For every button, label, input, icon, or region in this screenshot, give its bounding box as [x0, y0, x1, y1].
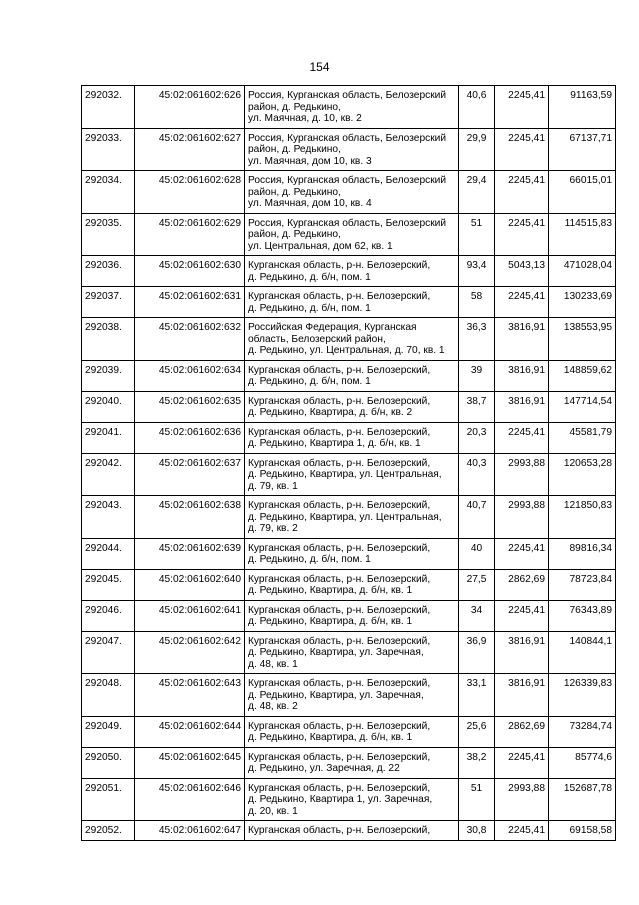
cadastral-value-cell: 138553,95 — [549, 318, 616, 361]
table-row — [82, 496, 616, 539]
address-line: Россия, Курганская область, Белозерский — [248, 132, 447, 144]
unit-price-cell: 2245,41 — [495, 600, 549, 631]
area-cell: 27,5 — [459, 569, 495, 600]
unit-price-cell: 5043,13 — [495, 256, 549, 287]
unit-price-cell: 2245,41 — [495, 422, 549, 453]
unit-price-cell: 2862,69 — [495, 716, 549, 747]
address-cell — [245, 391, 459, 422]
cadastral-value-cell: 152687,78 — [549, 778, 616, 821]
address-line: д. Редькино, Квартира, д. б/н, кв. 1 — [248, 585, 413, 596]
unit-price-cell: 3816,91 — [495, 391, 549, 422]
row-number-cell: 292035. — [82, 213, 135, 256]
cadastral-number-cell: 45:02:061602:642 — [135, 631, 245, 674]
address-line: Курганская область, р-н. Белозерский, — [248, 542, 431, 554]
address-line: ул. Маячная, д. 10, кв. 2 — [248, 113, 362, 124]
table-row — [82, 778, 616, 821]
cadastral-value-cell: 120653,28 — [549, 453, 616, 496]
unit-price-cell: 2245,41 — [495, 538, 549, 569]
address-line: д. Редькино, Квартира 1, ул. Заречная, — [248, 794, 433, 805]
area-cell: 33,1 — [459, 674, 495, 717]
address-line: д. Редькино, Квартира 1, д. б/н, кв. 1 — [248, 438, 421, 449]
address-line: район, д. Редькино, — [248, 144, 341, 155]
address-line: Курганская область, р-н. Белозерский, — [248, 825, 431, 836]
address-line: д. Редькино, Квартира, ул. Заречная, — [248, 647, 424, 658]
address-line: д. Редькино, ул. Заречная, д. 22 — [248, 763, 400, 774]
address-line: Курганская область, р-н. Белозерский, — [248, 678, 431, 689]
cadastral-number-cell: 45:02:061602:629 — [135, 213, 245, 256]
cadastral-number-cell: 45:02:061602:631 — [135, 287, 245, 318]
cadastral-number-cell: 45:02:061602:627 — [135, 128, 245, 171]
address-cell — [245, 600, 459, 631]
address-line: д. Редькино, Квартира, ул. Центральная, — [248, 511, 442, 523]
address-cell — [245, 496, 459, 539]
cadastral-number-cell: 45:02:061602:639 — [135, 538, 245, 569]
cadastral-value-cell: 73284,74 — [549, 716, 616, 747]
cadastral-number-cell: 45:02:061602:641 — [135, 600, 245, 631]
address-line: д. Редькино, д. б/н, пом. 1 — [248, 554, 371, 565]
table-row — [82, 128, 616, 171]
address-line: д. Редькино, ул. Центральная, д. 70, кв. 1 — [248, 345, 445, 356]
address-line: Россия, Курганская область, Белозерский — [248, 175, 447, 186]
cadastral-value-cell: 69158,58 — [549, 821, 616, 841]
address-line: д. Редькино, д. б/н, пом. 1 — [248, 376, 371, 387]
area-cell: 51 — [459, 778, 495, 821]
area-cell: 25,6 — [459, 716, 495, 747]
row-number-cell: 292036. — [82, 256, 135, 287]
address-line: Курганская область, р-н. Белозерский, — [248, 635, 431, 647]
cadastral-value-cell: 66015,01 — [549, 171, 616, 214]
address-line: д. Редькино, Квартира, ул. Центральная, — [248, 469, 442, 480]
address-line: д. Редькино, Квартира, д. б/н, кв. 1 — [248, 732, 413, 743]
registry-table — [81, 85, 616, 841]
cadastral-number-cell: 45:02:061602:636 — [135, 422, 245, 453]
address-line: район, д. Редькино, — [248, 229, 341, 240]
address-line: д. Редькино, д. б/н, пом. 1 — [248, 271, 371, 283]
cadastral-number-cell: 45:02:061602:637 — [135, 453, 245, 496]
address-line: Курганская область, р-н. Белозерский, — [248, 364, 431, 376]
row-number-cell: 292042. — [82, 453, 135, 496]
address-line: д. Редькино, Квартира, д. б/н, кв. 1 — [248, 616, 413, 627]
cadastral-value-cell: 89816,34 — [549, 538, 616, 569]
cadastral-number-cell: 45:02:061602:646 — [135, 778, 245, 821]
address-line: Курганская область, р-н. Белозерский, — [248, 426, 431, 438]
cadastral-number-cell: 45:02:061602:630 — [135, 256, 245, 287]
unit-price-cell: 2245,41 — [495, 171, 549, 214]
registry-table-body — [82, 86, 616, 841]
table-row — [82, 747, 616, 778]
unit-price-cell: 3816,91 — [495, 360, 549, 391]
area-cell: 40 — [459, 538, 495, 569]
row-number-cell: 292052. — [82, 821, 135, 841]
address-line: Курганская область, р-н. Белозерский, — [248, 782, 431, 794]
address-line: д. 48, кв. 2 — [248, 701, 298, 712]
address-cell — [245, 631, 459, 674]
cadastral-number-cell: 45:02:061602:632 — [135, 318, 245, 361]
cadastral-value-cell: 130233,69 — [549, 287, 616, 318]
address-line: Российская Федерация, Курганская — [248, 322, 417, 333]
area-cell: 29,4 — [459, 171, 495, 214]
address-line: д. Редькино, Квартира, ул. Заречная, — [248, 689, 424, 701]
address-line: д. 79, кв. 1 — [248, 480, 298, 492]
address-line: Курганская область, р-н. Белозерский, — [248, 260, 431, 271]
cadastral-value-cell: 140844,1 — [549, 631, 616, 674]
table-row — [82, 171, 616, 214]
unit-price-cell: 2245,41 — [495, 821, 549, 841]
cadastral-number-cell: 45:02:061602:643 — [135, 674, 245, 717]
cadastral-number-cell: 45:02:061602:628 — [135, 171, 245, 214]
address-cell — [245, 287, 459, 318]
unit-price-cell: 2245,41 — [495, 128, 549, 171]
address-cell — [245, 538, 459, 569]
unit-price-cell: 2993,88 — [495, 778, 549, 821]
table-row — [82, 360, 616, 391]
area-cell: 34 — [459, 600, 495, 631]
row-number-cell: 292034. — [82, 171, 135, 214]
table-row — [82, 287, 616, 318]
row-number-cell: 292048. — [82, 674, 135, 717]
unit-price-cell: 3816,91 — [495, 318, 549, 361]
area-cell: 58 — [459, 287, 495, 318]
unit-price-cell: 2993,88 — [495, 453, 549, 496]
table-row — [82, 821, 616, 841]
address-cell — [245, 716, 459, 747]
address-cell — [245, 569, 459, 600]
address-line: район, д. Редькино, — [248, 186, 341, 198]
address-line: д. 20, кв. 1 — [248, 805, 298, 817]
row-number-cell: 292032. — [82, 86, 135, 129]
area-cell: 40,6 — [459, 86, 495, 129]
address-line: д. 48, кв. 1 — [248, 658, 298, 670]
cadastral-value-cell: 78723,84 — [549, 569, 616, 600]
address-line: Россия, Курганская область, Белозерский — [248, 217, 447, 229]
table-row — [82, 422, 616, 453]
address-line: д. Редькино, д. б/н, пом. 1 — [248, 302, 371, 314]
page-number: 154 — [309, 60, 330, 74]
cadastral-number-cell: 45:02:061602:644 — [135, 716, 245, 747]
row-number-cell: 292046. — [82, 600, 135, 631]
address-line: область, Белозерский район, — [248, 333, 386, 345]
address-line: Курганская область, р-н. Белозерский, — [248, 457, 431, 469]
row-number-cell: 292050. — [82, 747, 135, 778]
table-row — [82, 391, 616, 422]
address-cell — [245, 318, 459, 361]
cadastral-value-cell: 126339,83 — [549, 674, 616, 717]
cadastral-value-cell: 76343,89 — [549, 600, 616, 631]
address-line: Курганская область, р-н. Белозерский, — [248, 573, 431, 585]
unit-price-cell: 2245,41 — [495, 86, 549, 129]
cadastral-value-cell: 148859,62 — [549, 360, 616, 391]
table-row — [82, 569, 616, 600]
row-number-cell: 292033. — [82, 128, 135, 171]
cadastral-value-cell: 471028,04 — [549, 256, 616, 287]
cadastral-value-cell: 147714,54 — [549, 391, 616, 422]
address-line: Курганская область, р-н. Белозерский, — [248, 291, 431, 302]
area-cell: 38,7 — [459, 391, 495, 422]
cadastral-value-cell: 85774,6 — [549, 747, 616, 778]
unit-price-cell: 2862,69 — [495, 569, 549, 600]
address-line: д. 79, кв. 2 — [248, 523, 298, 534]
row-number-cell: 292049. — [82, 716, 135, 747]
address-cell — [245, 360, 459, 391]
row-number-cell: 292043. — [82, 496, 135, 539]
address-line: Россия, Курганская область, Белозерский — [248, 90, 447, 101]
address-line: Курганская область, р-н. Белозерский, — [248, 500, 431, 511]
row-number-cell: 292045. — [82, 569, 135, 600]
cadastral-number-cell: 45:02:061602:647 — [135, 821, 245, 841]
unit-price-cell: 2245,41 — [495, 213, 549, 256]
cadastral-number-cell: 45:02:061602:626 — [135, 86, 245, 129]
table-row — [82, 453, 616, 496]
address-cell — [245, 171, 459, 214]
row-number-cell: 292041. — [82, 422, 135, 453]
address-line: Курганская область, р-н. Белозерский, — [248, 720, 431, 732]
row-number-cell: 292038. — [82, 318, 135, 361]
area-cell: 39 — [459, 360, 495, 391]
cadastral-number-cell: 45:02:061602:640 — [135, 569, 245, 600]
address-line: ул. Маячная, дом 10, кв. 4 — [248, 198, 372, 209]
address-line: ул. Центральная, дом 62, кв. 1 — [248, 240, 393, 252]
table-row — [82, 213, 616, 256]
row-number-cell: 292044. — [82, 538, 135, 569]
area-cell: 93,4 — [459, 256, 495, 287]
cadastral-number-cell: 45:02:061602:635 — [135, 391, 245, 422]
address-line: Курганская область, р-н. Белозерский, — [248, 604, 431, 616]
area-cell: 51 — [459, 213, 495, 256]
area-cell: 36,3 — [459, 318, 495, 361]
cadastral-value-cell: 45581,79 — [549, 422, 616, 453]
area-cell: 40,7 — [459, 496, 495, 539]
table-row — [82, 716, 616, 747]
row-number-cell: 292037. — [82, 287, 135, 318]
address-cell — [245, 674, 459, 717]
cadastral-value-cell: 91163,59 — [549, 86, 616, 129]
cadastral-value-cell: 121850,83 — [549, 496, 616, 539]
unit-price-cell: 2245,41 — [495, 747, 549, 778]
cadastral-value-cell: 67137,71 — [549, 128, 616, 171]
area-cell: 20,3 — [459, 422, 495, 453]
area-cell: 30,8 — [459, 821, 495, 841]
unit-price-cell: 2993,88 — [495, 496, 549, 539]
table-row — [82, 86, 616, 129]
row-number-cell: 292047. — [82, 631, 135, 674]
area-cell: 36,9 — [459, 631, 495, 674]
cadastral-number-cell: 45:02:061602:634 — [135, 360, 245, 391]
address-cell — [245, 86, 459, 129]
address-line: Курганская область, р-н. Белозерский, — [248, 751, 431, 763]
address-line: ул. Маячная, дом 10, кв. 3 — [248, 155, 372, 167]
address-cell — [245, 256, 459, 287]
address-line: район, д. Редькино, — [248, 101, 341, 113]
table-row — [82, 600, 616, 631]
cadastral-value-cell: 114515,83 — [549, 213, 616, 256]
area-cell: 29,9 — [459, 128, 495, 171]
table-row — [82, 538, 616, 569]
row-number-cell: 292051. — [82, 778, 135, 821]
row-number-cell: 292040. — [82, 391, 135, 422]
address-cell — [245, 821, 459, 841]
address-cell — [245, 128, 459, 171]
unit-price-cell: 3816,91 — [495, 674, 549, 717]
cadastral-number-cell: 45:02:061602:638 — [135, 496, 245, 539]
table-row — [82, 674, 616, 717]
area-cell: 40,3 — [459, 453, 495, 496]
unit-price-cell: 2245,41 — [495, 287, 549, 318]
row-number-cell: 292039. — [82, 360, 135, 391]
address-cell — [245, 453, 459, 496]
table-row — [82, 256, 616, 287]
address-line: д. Редькино, Квартира, д. б/н, кв. 2 — [248, 407, 413, 418]
area-cell: 38,2 — [459, 747, 495, 778]
address-cell — [245, 778, 459, 821]
unit-price-cell: 3816,91 — [495, 631, 549, 674]
cadastral-number-cell: 45:02:061602:645 — [135, 747, 245, 778]
table-row — [82, 318, 616, 361]
address-cell — [245, 213, 459, 256]
address-cell — [245, 422, 459, 453]
table-row — [82, 631, 616, 674]
address-cell — [245, 747, 459, 778]
address-line: Курганская область, р-н. Белозерский, — [248, 395, 431, 407]
